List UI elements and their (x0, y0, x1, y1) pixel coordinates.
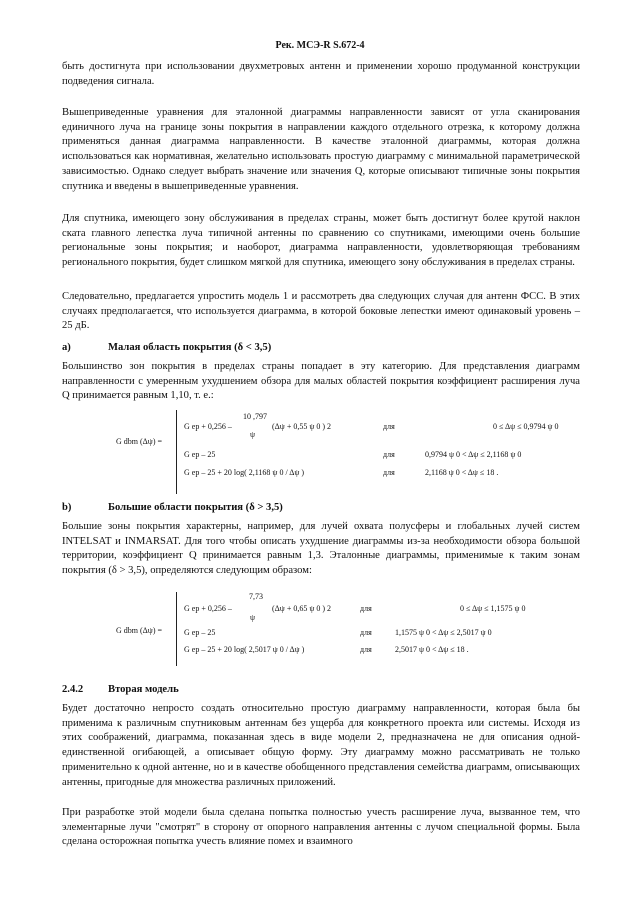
paragraph-2: Вышеприведенные уравнения для эталонной диаграммы направленности зависят от угла сканирования единичного луча на границе зоны покрытия в направлении каждого отдельного отрезка, к которому должна применяться данная диаграмма направленности. В качестве эталонной диаграммы, которая должна использоваться как нормативная, желательно использовать простую диаграмму с минимальной параметрической зависимостью. Однако следует выбрать значение или значения Q, которые описывают типичные зоны покрытия спутника и введены в вышеприведенные уравнения. (62, 107, 580, 192)
eq1-brace (176, 410, 177, 494)
eq2-cond-3: 2,5017 ψ 0 < Δψ ≤ 18 . (395, 645, 469, 654)
paragraph-5: Будет достаточно непросто создать относительно простую диаграмму направленности, которая была бы применима к различным спутниковым антеннам без ущерба для конкретного проекта или системы. Исходя из этих соображений, диаграмма, показанная здесь в виде модели 2, предназначена не для описания одной-единственной огибающей, а описывает общую форму. Эту диаграмму можно рассматривать не только применительно к одной антенне, но и в качестве обобщенного представления семейства диаграмм, описывающих антенны, пригодные для множества различных приложений. (62, 703, 580, 788)
eq1-for-1: для (383, 422, 395, 431)
equation-1 (0, 410, 640, 500)
eq2-for-3: для (360, 645, 372, 654)
eq1-numerator: 10 ,797 (243, 412, 267, 421)
eq1-cond-1: 0 ≤ Δψ ≤ 0,9794 ψ 0 (493, 422, 559, 431)
eq2-denominator: ψ (250, 613, 256, 622)
section-a-text: Большинство зон покрытия в пределах страны попадает в эту категорию. Для представления диаграмм направленности с умеренным ухудшением обзора для малых областей покрытия коэффициент расширения луча Q принимается равным 1,10, т. е.: (62, 361, 580, 402)
section-242-heading (62, 684, 580, 695)
section-242-title: Вторая модель (108, 684, 179, 695)
eq2-numerator: 7,73 (249, 592, 263, 601)
eq1-for-3: для (383, 468, 395, 477)
section-242-label: 2.4.2 (62, 684, 84, 695)
eq2-row2: G ep – 25 (184, 628, 216, 637)
section-a-heading (62, 342, 580, 353)
eq2-brace (176, 592, 177, 666)
eq1-for-2: для (383, 450, 395, 459)
eq2-cond-2: 1,1575 ψ 0 < Δψ ≤ 2,5017 ψ 0 (395, 628, 492, 637)
equation-2 (0, 590, 640, 670)
eq1-cond-2: 0,9794 ψ 0 < Δψ ≤ 2,1168 ψ 0 (425, 450, 522, 459)
section-b-label: b) (62, 502, 72, 513)
page-header: Рек. МСЭ-R S.672-4 (275, 40, 365, 51)
section-b-text: Большие зоны покрытия характерны, например, для лучей охвата полусферы и глобальных лучей систем INTELSAT и INMARSAT. Для того чтобы описать ухудшение диаграммы из-за необходимости обзора большой территории, коэффициент Q принимается равным 1,3. Эталонные диаграммы, применимые к таким зонам покрытия (δ > 3,5), определяются следующим образом: (62, 521, 580, 577)
eq2-lhs: G dbm (Δψ) = (116, 626, 162, 635)
eq1-row3: G ep – 25 + 20 log( 2,1168 ψ 0 / Δψ ) (184, 468, 305, 477)
eq2-row1-tail: (Δψ + 0,65 ψ 0 ) 2 (272, 604, 331, 613)
eq1-lhs: G dbm (Δψ) = (116, 437, 162, 446)
section-a-label: a) (62, 342, 71, 353)
section-a-title: Малая область покрытия (δ < 3,5) (108, 342, 272, 353)
eq2-cond-1: 0 ≤ Δψ ≤ 1,1575 ψ 0 (460, 604, 526, 613)
eq2-for-2: для (360, 628, 372, 637)
section-b-heading (62, 502, 580, 513)
eq2-for-1: для (360, 604, 372, 613)
eq1-row2: G ep – 25 (184, 450, 216, 459)
eq1-row1-tail: (Δψ + 0,55 ψ 0 ) 2 (272, 422, 331, 431)
eq1-row1: G ep + 0,256 – (184, 422, 232, 431)
eq1-denominator: ψ (250, 430, 256, 439)
paragraph-6: При разработке этой модели была сделана попытка полностью учесть расширение луча, вызванное тем, что элементарные лучи "смотрят" в сторону от опорного направления антенны с лучом специальной формы. Была сделана осторожная попытка учесть влияние помех и взаимного (62, 807, 580, 848)
paragraph-1: быть достигнута при использовании двухметровых антенн и применении хорошо продуманной конструкции подведения сигнала. (62, 61, 580, 87)
paragraph-4: Следовательно, предлагается упростить модель 1 и рассмотреть два следующих случая для антенн ФСС. В этих случаях предполагается, что используется диаграмма, в которой боковые лепестки имеют одинаковый уровень –25 дБ. (62, 291, 580, 332)
eq2-row3: G ep – 25 + 20 log( 2,5017 ψ 0 / Δψ ) (184, 645, 305, 654)
eq2-row1: G ep + 0,256 – (184, 604, 232, 613)
eq1-cond-3: 2,1168 ψ 0 < Δψ ≤ 18 . (425, 468, 499, 477)
section-b-title: Большие области покрытия (δ > 3,5) (108, 502, 283, 513)
paragraph-3: Для спутника, имеющего зону обслуживания в пределах страны, может быть достигнут более крутой наклон ската главного лепестка луча типичной антенны по сравнению со спутниками, имеющими очень большие региональные зоны покрытия; и наоборот, диаграмма направленности, удовлетворяющая требованиям регионального покрытия, будет слишком мягкой для спутника, имеющего зону обслуживания в пределах страны. (62, 213, 580, 269)
